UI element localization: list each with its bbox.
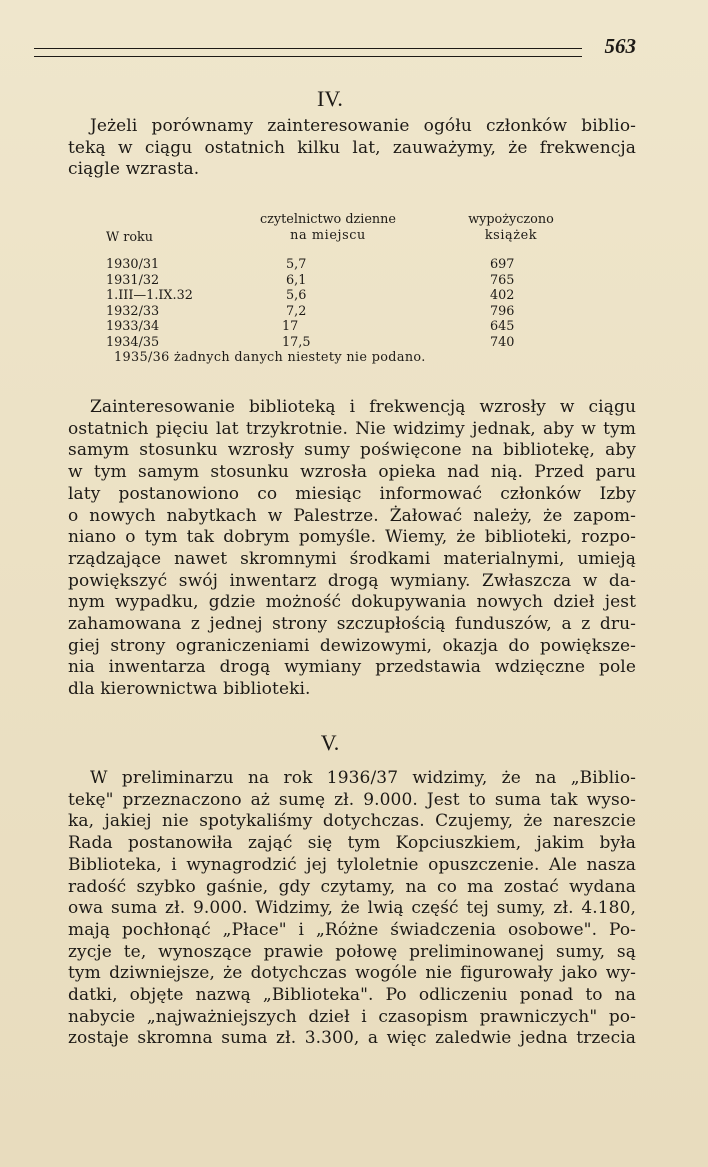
text-line: rządzające nawet skromnymi środkami materialnymi, umieją — [68, 548, 636, 569]
header-rule-bottom — [34, 56, 582, 57]
cell-borrowed: 796 — [490, 303, 515, 319]
cell-year: 1933/34 — [106, 319, 160, 335]
text-line: datki, objęte nazwą „Biblioteka". Po odliczeniu ponad to na — [68, 985, 636, 1006]
cell-reading: 17,5 — [282, 334, 311, 350]
cell-borrowed: 402 — [490, 288, 515, 304]
text-line: Biblioteka, i wynagrodzić jej tyloletnie opuszczenie. Ale nasza — [68, 854, 636, 875]
text-line: W preliminarzu na rok 1936/37 widzimy, że na „Biblio- — [90, 768, 636, 788]
cell-borrowed: 697 — [490, 257, 515, 272]
text-line: niano o tym tak dobrym pomyśle. Wiemy, że biblioteki, rozpo- — [68, 527, 636, 548]
intro-paragraph — [68, 116, 636, 181]
cell-reading: 17 — [282, 319, 299, 335]
cell-year: 1.III—1.IX.32 — [106, 288, 193, 304]
table-row — [106, 335, 576, 351]
cell-borrowed: 765 — [490, 272, 515, 288]
text-line: samym stosunku wzrosły sumy poświęcone na bibliotekę, aby — [68, 440, 636, 461]
cell-borrowed: 740 — [490, 334, 515, 350]
paragraph-budget — [68, 768, 636, 1050]
cell-year: 1934/35 — [106, 334, 160, 350]
text-line: dla kierownictwa biblioteki. — [68, 679, 311, 700]
table-row — [106, 319, 576, 335]
text-line: tym dziwniejsze, że dotychczas wogóle nie figurowały jako wy- — [68, 963, 636, 984]
cell-year: 1931/32 — [106, 272, 160, 288]
text-line: powiększyć swój inwentarz drogą wymiany. Zwłaszcza w da- — [68, 570, 636, 591]
text-line: Jeżeli porównamy zainteresowanie ogółu członków biblio- — [90, 116, 636, 136]
paragraph-library-interest — [68, 397, 636, 701]
cell-reading: 5,7 — [286, 257, 307, 272]
text-line: o nowych nabytkach w Palestrze. Żałować należy, że zapom- — [68, 505, 636, 526]
column-header-borrowed — [436, 212, 586, 243]
cell-reading: 7,2 — [286, 303, 307, 319]
text-line: Zainteresowanie biblioteką i frekwencją wzrosły w ciągu — [90, 397, 636, 417]
page-number: 563 — [604, 34, 636, 58]
text-line: zostaje skromna suma zł. 3.300, a więc zaledwie jedna trzecia — [68, 1028, 636, 1049]
section-heading-iv: IV. — [317, 86, 343, 111]
cell-year: 1932/33 — [106, 303, 160, 319]
cell-borrowed: 645 — [490, 319, 515, 335]
text-line: teką w ciągu ostatnich kilku lat, zauważymy, że frekwencja — [68, 137, 636, 158]
text-line: zycje te, wynoszące prawie połowę preliminowanej sumy, są — [68, 941, 636, 962]
text-line: w tym samym stosunku wzrosła opieka nad nią. Przed paru — [68, 462, 636, 483]
table-row — [106, 304, 576, 320]
table-note: 1935/36 żadnych danych niestety nie podano. — [114, 350, 426, 365]
text-line: radość szybko gaśnie, gdy czytamy, na co ma zostać wydana — [68, 876, 636, 897]
cell-year: 1930/31 — [106, 257, 160, 272]
table-row — [106, 273, 576, 289]
column-header-reading-line2: na miejscu — [290, 227, 366, 243]
text-line: mają pochłonąć „Płace" i „Różne świadczenia osobowe". Po- — [68, 919, 636, 940]
cell-reading: 5,6 — [286, 288, 307, 304]
text-line: laty postanowiono co miesiąc informować członków Izby — [68, 483, 636, 504]
text-line: ka, jakiej nie spotykaliśmy dotychczas. Czujemy, że nareszcie — [68, 811, 636, 832]
section-heading-v: V. — [320, 730, 340, 755]
text-line: giej strony ograniczeniami dewizowymi, okazja do powiększe- — [68, 635, 636, 656]
table-body — [106, 257, 576, 351]
table-row — [106, 288, 576, 304]
column-header-reading — [238, 212, 418, 243]
table-row — [106, 257, 576, 273]
text-line: nabycie „najważniejszych dzieł i czasopism prawniczych" po- — [68, 1006, 636, 1027]
header-rule-top — [34, 48, 582, 49]
column-header-year: W roku — [106, 230, 154, 245]
text-line: owa suma zł. 9.000. Widzimy, że lwią część tej sumy, zł. 4.180, — [68, 898, 636, 919]
cell-reading: 6,1 — [286, 272, 307, 288]
column-header-borrowed-line1: wypożyczono — [468, 212, 554, 227]
text-line: zahamowana z jednej strony szczupłością funduszów, a z dru- — [68, 614, 636, 635]
column-header-borrowed-line2: książek — [484, 227, 538, 243]
text-line: Rada postanowiła zająć się tym Kopciuszkiem, jakim była — [68, 833, 636, 854]
text-line: tekę" przeznaczono aż sumę zł. 9.000. Jest to suma tak wyso- — [68, 789, 636, 810]
text-line: ciągle wzrasta. — [68, 159, 200, 180]
text-line: nia inwentarza drogą wymiany przedstawia wdzięczne pole — [68, 657, 636, 678]
text-line: ostatnich pięciu lat trzykrotnie. Nie widzimy jednak, aby w tym — [68, 418, 636, 439]
text-line: nym wypadku, gdzie możność dokupywania nowych dzieł jest — [68, 592, 636, 613]
column-header-reading-line1: czytelnictwo dzienne — [260, 212, 396, 227]
